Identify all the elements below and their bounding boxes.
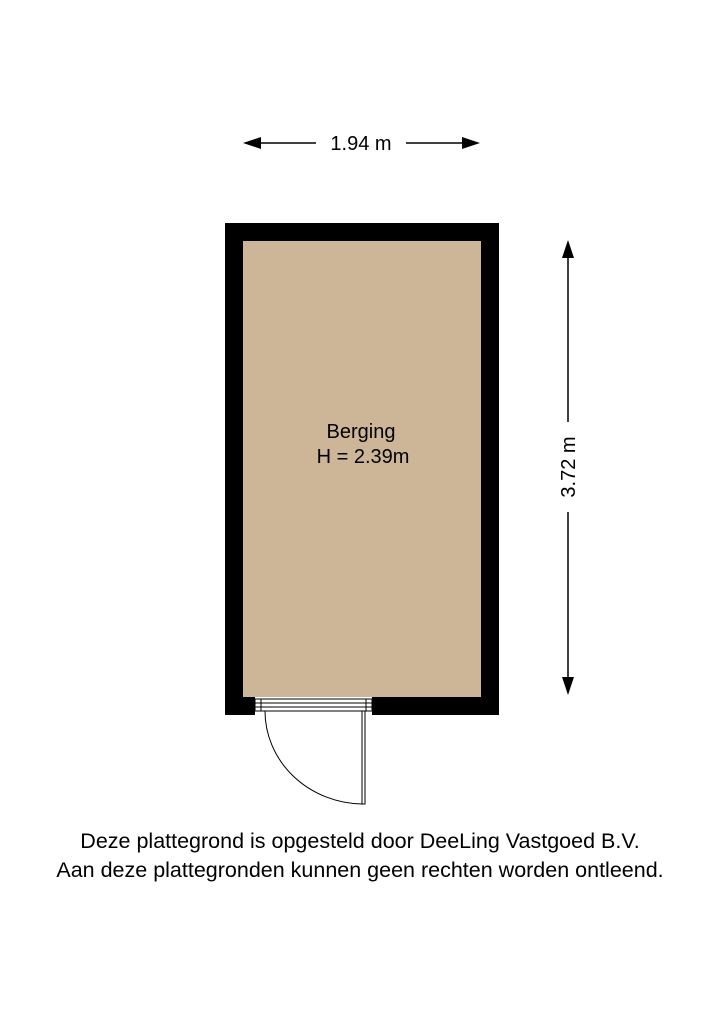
door-swing-arc — [265, 711, 362, 804]
height-dimension-label: 3.72 m — [558, 436, 580, 498]
arrow-up-icon — [562, 240, 574, 258]
room-floor — [243, 241, 481, 697]
width-dimension — [243, 133, 480, 155]
disclaimer-line-1: Deze plattegrond is opgesteld door DeeLing Vastgoed B.V. — [80, 829, 640, 853]
height-dimension — [558, 240, 580, 695]
width-dimension-label: 1.94 m — [330, 133, 392, 155]
room-berging — [225, 223, 499, 804]
disclaimer-line-2: Aan deze plattegronden kunnen geen rechten worden ontleend. — [56, 858, 664, 882]
room-name: Berging — [326, 421, 396, 443]
door-threshold — [255, 699, 372, 711]
arrow-left-icon — [243, 137, 261, 149]
arrow-down-icon — [562, 677, 574, 695]
arrow-right-icon — [462, 137, 480, 149]
door-swing-icon — [265, 711, 365, 804]
room-height: H = 2.39m — [316, 446, 410, 468]
door-leaf — [362, 711, 365, 804]
